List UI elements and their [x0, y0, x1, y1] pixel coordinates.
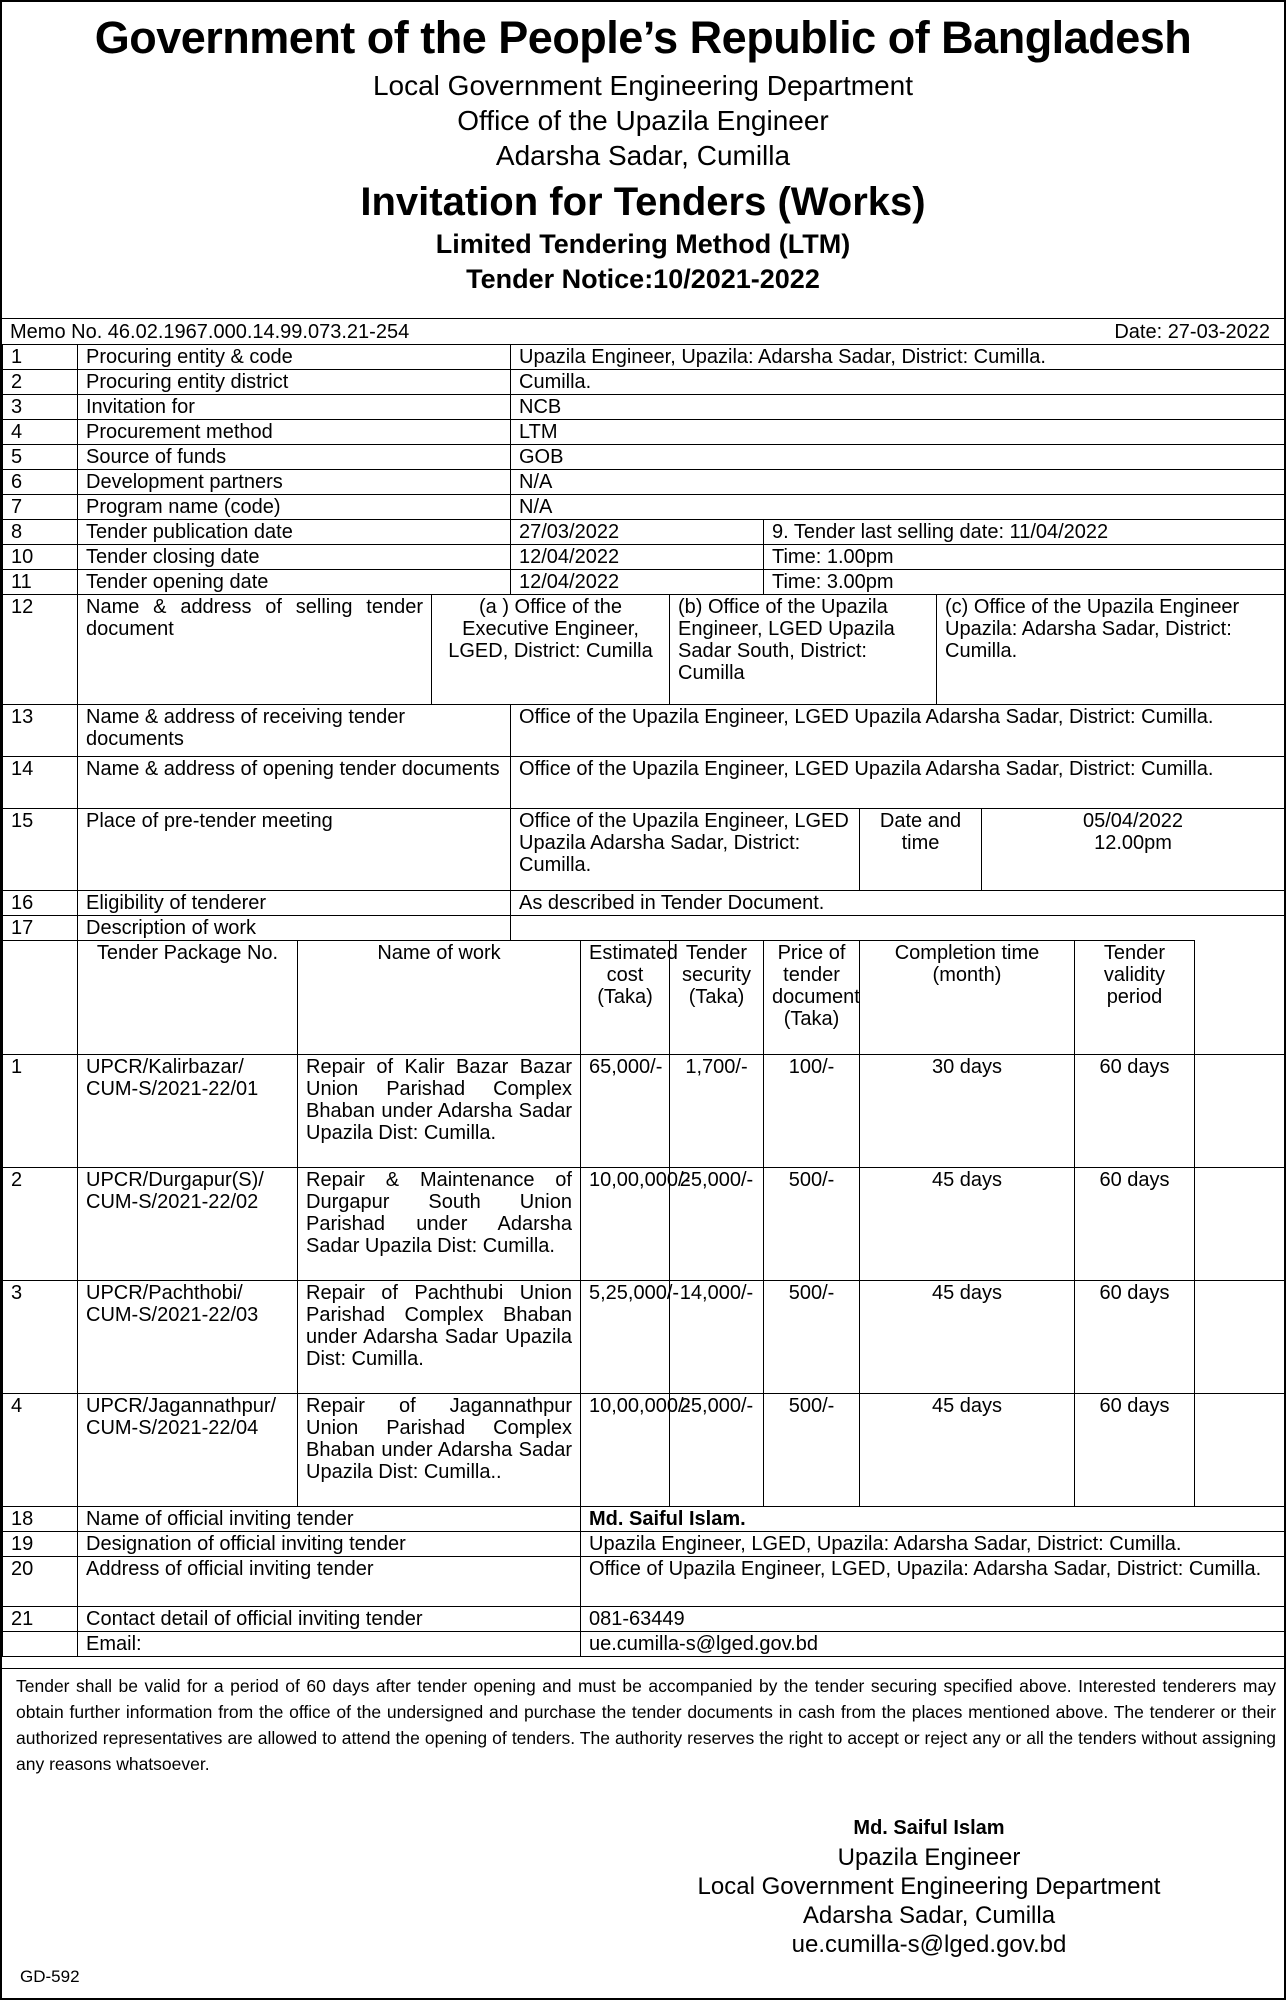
header-completion-time: Completion time (month)	[860, 941, 1075, 1055]
row-number: 14	[3, 757, 78, 809]
row-number: 4	[3, 420, 78, 445]
row-label: Email:	[78, 1632, 581, 1657]
opening-row	[3, 757, 1285, 809]
row-label: Address of official inviting tender	[78, 1557, 581, 1607]
package-id: UPCR/Pachthobi/ CUM-S/2021-22/03	[78, 1281, 298, 1394]
row-value: N/A	[511, 495, 1285, 520]
row-value: Cumilla.	[511, 370, 1285, 395]
meeting-datetime	[982, 809, 1285, 891]
package-row	[3, 1168, 1285, 1281]
package-validity: 60 days	[1075, 1168, 1195, 1281]
selling-office-b: (b) Office of the Upazila Engineer, LGED Upazila Sadar South, District: Cumilla	[670, 595, 937, 705]
row-number: 18	[3, 1507, 78, 1532]
package-completion: 45 days	[860, 1281, 1075, 1394]
package-cost: 5,25,000/-	[581, 1281, 670, 1394]
header-tender-security: Tender security (Taka)	[670, 941, 764, 1055]
signatory-department: Local Government Engineering Department	[697, 1873, 1161, 1900]
row-number: 21	[3, 1607, 78, 1632]
header-estimated-cost: Estimated cost (Taka)	[581, 941, 670, 1055]
package-number: 1	[3, 1055, 78, 1168]
meeting-place: Office of the Upazila Engineer, LGED Upazila Adarsha Sadar, District: Cumilla.	[511, 809, 860, 891]
row-extra: 9. Tender last selling date: 11/04/2022	[764, 520, 1285, 545]
row-number: 2	[3, 370, 78, 395]
package-id: UPCR/Kalirbazar/ CUM-S/2021-22/01	[78, 1055, 298, 1168]
eligibility-row	[3, 891, 1285, 916]
meeting-date: 05/04/2022	[1082, 810, 1184, 832]
notice-title: Invitation for Tenders (Works)	[360, 180, 926, 224]
package-work-name: Repair of Kalir Bazar Bazar Union Parishad Complex Bhaban under Adarsha Sadar Upazila Dist: Cumilla.	[298, 1055, 581, 1168]
detail-row	[3, 495, 1285, 520]
memo-row	[2, 318, 1284, 345]
row-label: Procuring entity district	[78, 370, 511, 395]
row-value: Office of the Upazila Engineer, LGED Upazila Adarsha Sadar, District: Cumilla.	[511, 705, 1285, 757]
package-row	[3, 1281, 1285, 1394]
package-work-name: Repair of Pachthubi Union Parishad Complex Bhaban under Adarsha Sadar Upazila Dist: Cumilla.	[298, 1281, 581, 1394]
receiving-row	[3, 705, 1285, 757]
package-id: UPCR/Durgapur(S)/ CUM-S/2021-22/02	[78, 1168, 298, 1281]
official-row	[3, 1507, 1285, 1532]
package-validity: 60 days	[1075, 1055, 1195, 1168]
detail-row	[3, 445, 1285, 470]
package-row	[3, 1394, 1285, 1507]
package-security: 14,000/-	[670, 1281, 764, 1394]
row-extra: Time: 3.00pm	[764, 570, 1285, 595]
row-value: ue.cumilla-s@lged.gov.bd	[581, 1632, 1285, 1657]
signature-block	[679, 1814, 1179, 1959]
row-number: 7	[3, 495, 78, 520]
detail-row	[3, 395, 1285, 420]
row-label: Eligibility of tenderer	[78, 891, 511, 916]
row-number: 8	[3, 520, 78, 545]
row-label: Designation of official inviting tender	[78, 1532, 581, 1557]
package-cost: 10,00,000/-	[581, 1168, 670, 1281]
row-label: Invitation for	[78, 395, 511, 420]
row-label: Name & address of opening tender documents	[78, 757, 511, 809]
row-label: Tender closing date	[78, 545, 511, 570]
meeting-datetime-label: Date and time	[860, 809, 982, 891]
row-number: 15	[3, 809, 78, 891]
row-value: As described in Tender Document.	[511, 891, 1285, 916]
row-value: LTM	[511, 420, 1285, 445]
department-name: Local Government Engineering Department	[372, 70, 914, 101]
header-name-of-work: Name of work	[298, 941, 581, 1055]
package-work-name: Repair & Maintenance of Durgapur South Union Parishad under Adarsha Sadar Upazila Dist: Cumilla.	[298, 1168, 581, 1281]
selling-document-row	[3, 595, 1285, 705]
row-number: 17	[3, 916, 78, 941]
row-label: Development partners	[78, 470, 511, 495]
row-value: GOB	[511, 445, 1285, 470]
row-number: 19	[3, 1532, 78, 1557]
terms-paragraph: Tender shall be valid for a period of 60 days after tender opening and must be accompanied by the tender securing specified above. Interested tenderers may obtain further information from the office of the undersigned and purchase the tender documents in cash from the places mentioned above. The tenderer or their authorized representatives are allowed to attend the opening of tenders. The authority reserves the right to accept or reject any or all the tenders without assigning any reasons whatsoever.	[2, 1668, 1284, 1777]
package-price: 500/-	[764, 1281, 860, 1394]
header-price-of-document: Price of tender document (Taka)	[764, 941, 860, 1055]
row-value: NCB	[511, 395, 1285, 420]
row-value: 27/03/2022	[511, 520, 764, 545]
package-header-row	[3, 941, 1285, 1055]
row-value: 12/04/2022	[511, 545, 764, 570]
package-row	[3, 1055, 1285, 1168]
package-price: 100/-	[764, 1055, 860, 1168]
selling-office-a: (a ) Office of the Executive Engineer, LGED, District: Cumilla	[432, 595, 670, 705]
package-completion: 45 days	[860, 1394, 1075, 1507]
package-id: UPCR/Jagannathpur/ CUM-S/2021-22/04	[78, 1394, 298, 1507]
row-extra: Time: 1.00pm	[764, 545, 1285, 570]
official-row	[3, 1557, 1285, 1607]
office-name: Office of the Upazila Engineer	[457, 105, 829, 136]
package-cost: 65,000/-	[581, 1055, 670, 1168]
row-value: Upazila Engineer, LGED, Upazila: Adarsha Sadar, District: Cumilla.	[581, 1532, 1285, 1557]
row-number: 16	[3, 891, 78, 916]
row-label: Name & address of selling tender document	[78, 595, 432, 705]
package-validity: 60 days	[1075, 1394, 1195, 1507]
signatory-designation: Upazila Engineer	[837, 1844, 1021, 1871]
row-number	[3, 1632, 78, 1657]
row-value: Md. Saiful Islam.	[581, 1507, 1285, 1532]
signatory-location: Adarsha Sadar, Cumilla	[802, 1902, 1056, 1929]
header-package-no: Tender Package No.	[78, 941, 298, 1055]
row-label: Name & address of receiving tender documents	[78, 705, 511, 757]
row-number: 10	[3, 545, 78, 570]
detail-row	[3, 545, 1285, 570]
meeting-time: 12.00pm	[1094, 832, 1172, 854]
selling-office-c: (c) Office of the Upazila Engineer Upazila: Adarsha Sadar, District: Cumilla.	[937, 595, 1285, 705]
government-title: Government of the People’s Republic of Bangladesh	[94, 12, 1192, 63]
package-price: 500/-	[764, 1168, 860, 1281]
row-label: Place of pre-tender meeting	[78, 809, 511, 891]
package-number: 3	[3, 1281, 78, 1394]
official-row	[3, 1632, 1285, 1657]
package-security: 1,700/-	[670, 1055, 764, 1168]
package-security: 25,000/-	[670, 1394, 764, 1507]
package-header-empty	[3, 941, 78, 1055]
package-completion: 30 days	[860, 1055, 1075, 1168]
pre-tender-meeting-row	[3, 809, 1285, 891]
row-value: Office of Upazila Engineer, LGED, Upazila: Adarsha Sadar, District: Cumilla.	[581, 1557, 1285, 1607]
detail-row	[3, 520, 1285, 545]
row-value: 081-63449	[581, 1607, 1285, 1632]
tender-notice-number: Tender Notice:10/2021-2022	[466, 264, 820, 294]
row-value: Upazila Engineer, Upazila: Adarsha Sadar, District: Cumilla.	[511, 345, 1285, 370]
row-label: Name of official inviting tender	[78, 1507, 581, 1532]
row-label: Contact detail of official inviting tender	[78, 1607, 581, 1632]
package-work-name: Repair of Jagannathpur Union Parishad Complex Bhaban under Adarsha Sadar Upazila Dist: Cumilla..	[298, 1394, 581, 1507]
official-row	[3, 1532, 1285, 1557]
package-number: 2	[3, 1168, 78, 1281]
detail-row	[3, 420, 1285, 445]
package-spacer	[1195, 1281, 1285, 1394]
row-label: Procuring entity & code	[78, 345, 511, 370]
row-value-empty	[511, 916, 1285, 941]
row-label: Procurement method	[78, 420, 511, 445]
package-spacer	[1195, 1394, 1285, 1507]
memo-date: Date: 27-03-2022	[1114, 321, 1270, 343]
description-row	[3, 916, 1285, 941]
header-tender-validity: Tender validity period	[1075, 941, 1195, 1055]
row-label: Tender publication date	[78, 520, 511, 545]
detail-row	[3, 470, 1285, 495]
package-validity: 60 days	[1075, 1281, 1195, 1394]
row-label: Description of work	[78, 916, 511, 941]
office-location: Adarsha Sadar, Cumilla	[495, 140, 791, 171]
detail-row	[3, 570, 1285, 595]
package-price: 500/-	[764, 1394, 860, 1507]
package-spacer	[1195, 1168, 1285, 1281]
row-label: Source of funds	[78, 445, 511, 470]
row-value: Office of the Upazila Engineer, LGED Upazila Adarsha Sadar, District: Cumilla.	[511, 757, 1285, 809]
row-number: 3	[3, 395, 78, 420]
package-security: 25,000/-	[670, 1168, 764, 1281]
detail-row	[3, 345, 1285, 370]
memo-number: Memo No. 46.02.1967.000.14.99.073.21-254	[10, 321, 410, 343]
notice-header	[2, 2, 1284, 297]
official-row	[3, 1607, 1285, 1632]
tender-details-table	[2, 344, 1285, 1657]
publication-code: GD-592	[20, 1967, 80, 1986]
signatory-name: Md. Saiful Islam	[853, 1817, 1005, 1839]
row-number: 1	[3, 345, 78, 370]
row-number: 12	[3, 595, 78, 705]
row-value: N/A	[511, 470, 1285, 495]
row-number: 6	[3, 470, 78, 495]
row-value: 12/04/2022	[511, 570, 764, 595]
row-number: 20	[3, 1557, 78, 1607]
row-number: 13	[3, 705, 78, 757]
package-spacer	[1195, 1055, 1285, 1168]
detail-row	[3, 370, 1285, 395]
tender-method: Limited Tendering Method (LTM)	[435, 229, 851, 259]
package-cost: 10,00,000/-	[581, 1394, 670, 1507]
row-label: Program name (code)	[78, 495, 511, 520]
package-number: 4	[3, 1394, 78, 1507]
row-label: Tender opening date	[78, 570, 511, 595]
package-header-spacer	[1195, 941, 1285, 1055]
package-completion: 45 days	[860, 1168, 1075, 1281]
row-number: 5	[3, 445, 78, 470]
signatory-email: ue.cumilla-s@lged.gov.bd	[791, 1931, 1067, 1958]
row-number: 11	[3, 570, 78, 595]
